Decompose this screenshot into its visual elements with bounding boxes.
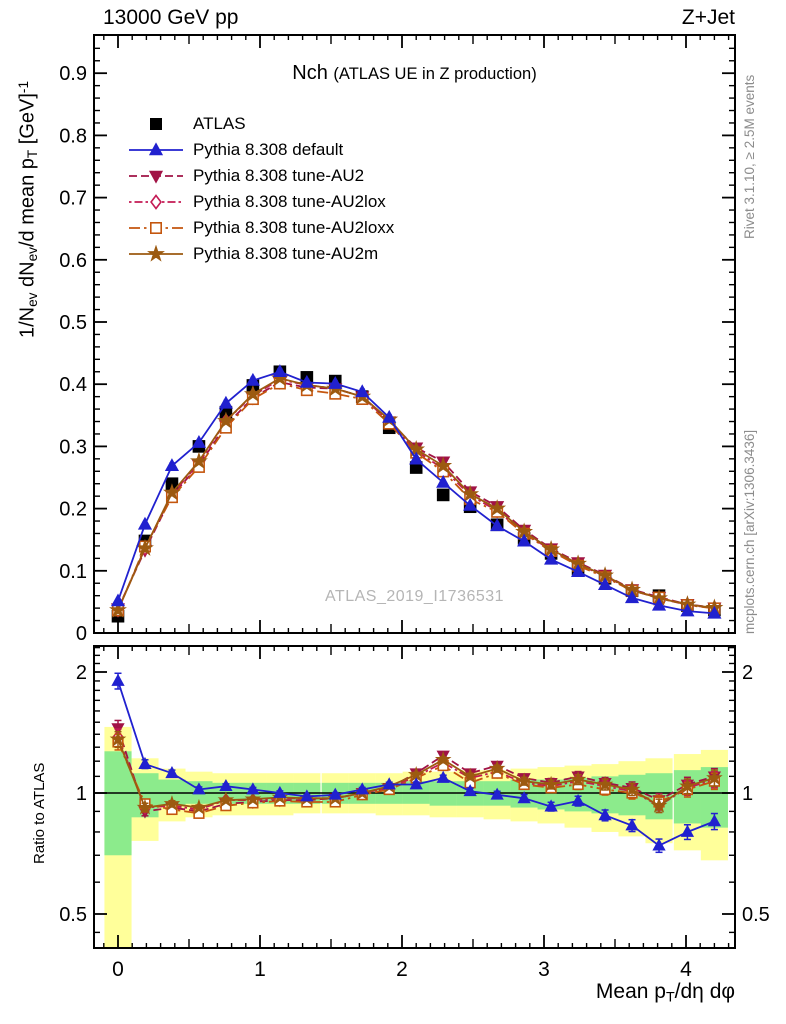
svg-text:2: 2 [396, 958, 408, 981]
svg-text:2: 2 [742, 662, 754, 684]
header-process: Z+Jet [681, 6, 735, 29]
legend-label: Pythia 8.308 default [193, 140, 344, 159]
legend-item-au2lox [128, 189, 394, 215]
legend-marker-default [128, 141, 184, 159]
plot-title [94, 62, 735, 85]
main-series-default [112, 366, 720, 618]
main-series-atlas [113, 366, 720, 621]
legend-label: ATLAS [193, 114, 246, 133]
observable-context: (ATLAS UE in Z production) [333, 65, 537, 83]
legend-marker-au2lox [128, 193, 184, 211]
legend-marker-au2loxx [128, 219, 184, 237]
svg-text:0.8: 0.8 [59, 125, 87, 148]
svg-text:0: 0 [75, 623, 87, 645]
svg-text:1: 1 [75, 783, 87, 805]
main-y-axis-title: $1/N_{ev}$ $dN_{ev}/d$ mean $p_T$ [GeV]$^{-1}$ [16, 80, 40, 338]
legend-item-atlas [128, 111, 394, 137]
legend-item-au2loxx [128, 215, 394, 241]
svg-text:0.4: 0.4 [59, 374, 87, 397]
observable-name: Nch [292, 62, 328, 84]
svg-text:0.9: 0.9 [59, 63, 87, 86]
svg-text:1: 1 [742, 783, 754, 805]
ratio-uncertainty-bands [104, 727, 728, 953]
legend [128, 111, 394, 267]
legend-label: Pythia 8.308 tune-AU2loxx [193, 218, 395, 237]
svg-text:0.1: 0.1 [59, 560, 87, 583]
legend-item-au2 [128, 163, 394, 189]
svg-text:0.5: 0.5 [742, 904, 770, 926]
svg-text:0.7: 0.7 [59, 187, 87, 210]
rivet-version-credit: Rivet 3.1.10, ≥ 2.5M events [742, 74, 757, 239]
header-beam-energy: 13000 GeV pp [103, 6, 239, 29]
main-series-au2loxx [113, 378, 720, 615]
svg-text:3: 3 [538, 958, 550, 981]
svg-text:0.6: 0.6 [59, 249, 87, 272]
legend-label: Pythia 8.308 tune-AU2 [193, 166, 365, 185]
analysis-watermark: ATLAS_2019_I1736531 [324, 588, 505, 605]
svg-text:0.5: 0.5 [59, 312, 87, 334]
main-series-au2lox [113, 373, 719, 616]
legend-item-default [128, 137, 394, 163]
legend-label: Pythia 8.308 tune-AU2lox [193, 192, 386, 211]
svg-text:0.2: 0.2 [59, 498, 87, 521]
mcplots-credit: mcplots.cern.ch [arXiv:1306.3436] [742, 429, 757, 634]
legend-label: Pythia 8.308 tune-AU2m [193, 244, 379, 263]
main-series-au2m [111, 371, 721, 615]
legend-marker-au2 [128, 167, 184, 185]
ratio-y-axis-title: Ratio to ATLAS [31, 762, 48, 864]
main-series-au2 [112, 378, 720, 615]
svg-text:0.5: 0.5 [59, 904, 87, 926]
legend-marker-au2m [128, 245, 184, 263]
svg-text:1: 1 [254, 958, 266, 981]
x-axis-title: Mean $p_T/d\eta$ dφ [595, 980, 735, 1006]
legend-marker-atlas [128, 115, 184, 133]
svg-text:4: 4 [680, 958, 692, 981]
svg-text:0: 0 [112, 958, 124, 981]
svg-text:0.3: 0.3 [59, 436, 87, 459]
svg-text:2: 2 [75, 662, 87, 684]
legend-item-au2m [128, 241, 394, 267]
